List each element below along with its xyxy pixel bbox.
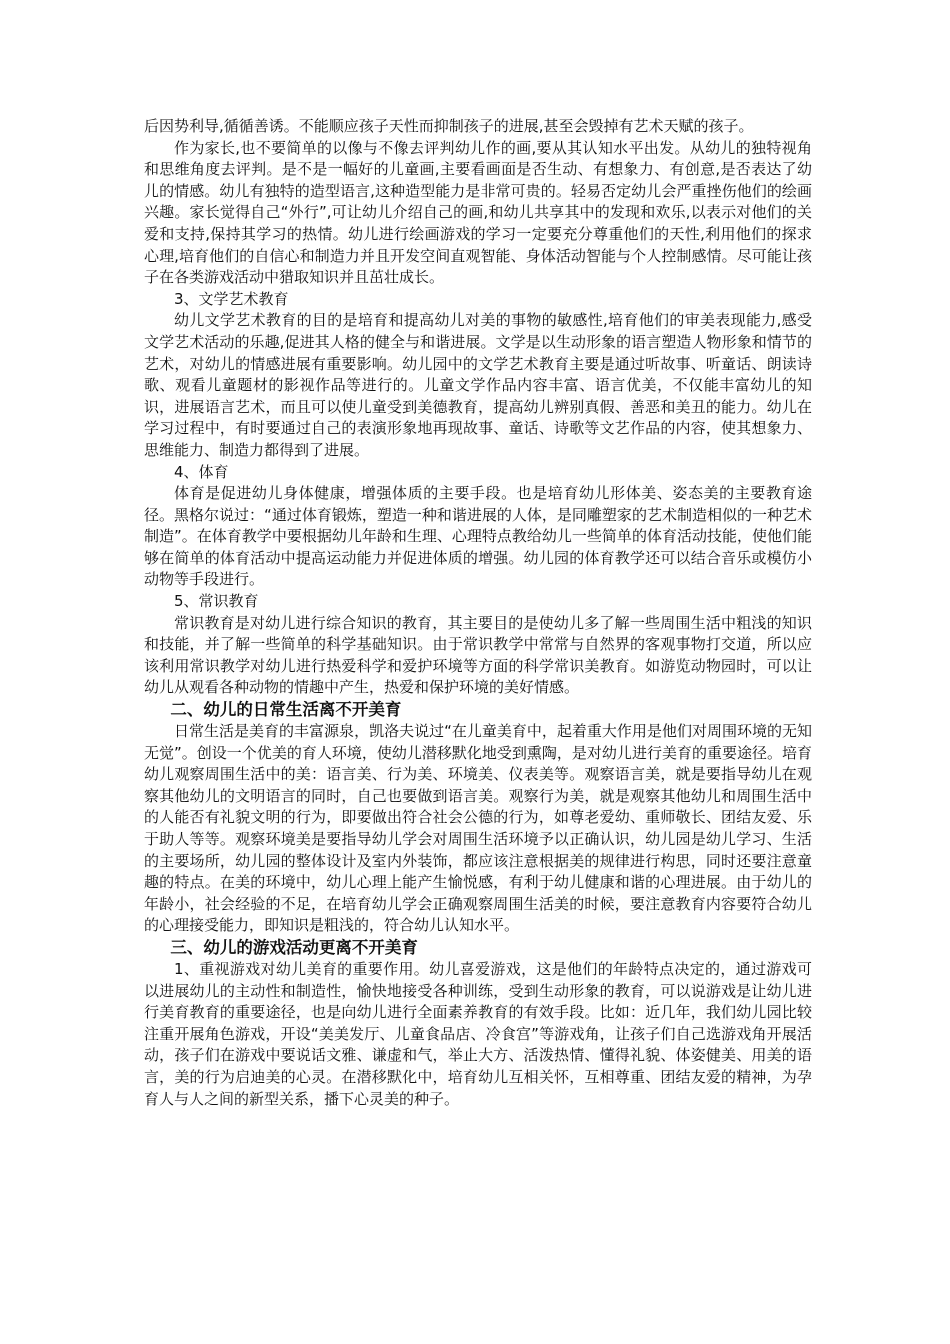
subheading-general-knowledge-education: 5、常识教育: [174, 592, 259, 611]
paragraph-daily-life: 日常生活是美育的丰富源泉，凯洛夫说过“在儿童美育中，起着重大作用是他们对周围环境的无知无觉”。创设一个优美的育人环境，使幼儿潜移默化地受到熏陶，是对幼儿进行美育的重要途径。培育幼儿观察周围生活中的美：语言美、行为美、环境美、仪表美等。观察语言美，就是要指导幼儿在观察其他幼儿的文明语言的同时，自己也要做到语言美。观察行为美，就是观察其他幼儿和周围生活中的人能否有礼貌文明的行为，即要做出符合社会公德的行为，如尊老爱幼、重师敬长、团结友爱、乐于助人等等。观察环境美是要指导幼儿学会对周围生活环境予以正确认识，幼儿园是幼儿学习、生活的主要场所，幼儿园的整体设计及室内外装饰，都应该注意根据美的规律进行构思，同时还要注意童趣的特点。在美的环境中，幼儿心理上能产生愉悦感，有利于幼儿健康和谐的心理进展。由于幼儿的年龄小，社会经验的不足，在培育幼儿学会正确观察周围生活美的时候，要注意教育内容要符合幼儿的心理接受能力，即知识是粗浅的，符合幼儿认知水平。: [144, 722, 812, 935]
paragraph-game-activities: 1、重视游戏对幼儿美育的重要作用。幼儿喜爱游戏，这是他们的年龄特点决定的，通过游戏可以进展幼儿的主动性和制造性，愉快地接受各种训练，受到生动形象的教育，可以说游戏是让幼儿进行美育教育的重要途径，也是向幼儿进行全面素养教育的有效手段。比如：近几年，我们幼儿园比较注重开展角色游戏，开设“美美发厅、儿童食品店、冷食宫”等游戏角，让孩子们自己选游戏角开展活动，孩子们在游戏中要说话文雅、谦虚和气，举止大方、活泼热情、懂得礼貌、体姿健美、用美的语言，美的行为启迪美的心灵。在潜移默化中，培育幼儿互相关怀，互相尊重、团结友爱的精神，为孕育人与人之间的新型关系，播下心灵美的种子。: [144, 959, 812, 1108]
section-heading-game-activities: 三、幼儿的游戏活动更离不开美育: [170, 937, 418, 957]
subheading-literary-art-education: 3、文学艺术教育: [174, 289, 289, 308]
paragraph-physical-education: 体育是促进幼儿身体健康，增强体质的主要手段。也是培育幼儿形体美、姿态美的主要教育途径。黑格尔说过：“通过体育锻炼，塑造一种和谐进展的人体，是同雕塑家的艺术制造相似的一种艺术制造”。在体育教学中要根据幼儿年龄和生理、心理特点教给幼儿一些简单的体育活动技能，使他们能够在简单的体育活动中提高运动能力并促进体质的增强。幼儿园的体育教学还可以结合音乐或模仿小动物等手段进行。: [144, 484, 812, 589]
paragraph-literary-art-education: 幼儿文学艺术教育的目的是培育和提高幼儿对美的事物的敏感性,培育他们的审美表现能力,感受文学艺术活动的乐趣,促进其人格的健全与和谐进展。文学是以生动形象的语言塑造人物形象和情节的艺术，对幼儿的情感进展有重要影响。幼儿园中的文学艺术教育主要是通过听故事、听童话、朗读诗歌、观看儿童题材的影视作品等进行的。儿童文学作品内容丰富、语言优美，不仅能丰富幼儿的知识，进展语言艺术，而且可以使儿童受到美德教育，提高幼儿辨别真假、善恶和美丑的能力。幼儿在学习过程中，有时要通过自己的表演形象地再现故事、童话、诗歌等文艺作品的内容，使其想象力、思维能力、制造力都得到了进展。: [144, 311, 812, 459]
paragraph-parent-guidance: 作为家长,也不要简单的以像与不像去评判幼儿作的画,要从其认知水平出发。从幼儿的独特视角和思维角度去评判。是不是一幅好的儿童画,主要看画面是否生动、有想象力、有创意,是否表达了幼儿的情感。幼儿有独特的造型语言,这种造型能力是非常可贵的。轻易否定幼儿会严重挫伤他们的绘画兴趣。家长觉得自己“外行”,可让幼儿介绍自己的画,和幼儿共享其中的发现和欢乐,以表示对他们的关爱和支持,保持其学习的热情。幼儿进行绘画游戏的学习一定要充分尊重他们的天性,利用他们的探求心理,培育他们的自信心和制造力并且开发空间直观智能、身体活动智能与个人控制感情。尽可能让孩子在各类游戏活动中猎取知识并且茁壮成长。: [144, 138, 812, 287]
subheading-physical-education: 4、体育: [174, 462, 229, 481]
section-heading-daily-life: 二、幼儿的日常生活离不开美育: [170, 700, 402, 720]
paragraph-general-knowledge-education: 常识教育是对幼儿进行综合知识的教育，其主要目的是使幼儿多了解一些周围生活中粗浅的知识和技能，并了解一些简单的科学基础知识。由于常识教学中常常与自然界的客观事物打交道，所以应该利用常识教学对幼儿进行热爱科学和爱护环境等方面的科学常识美教育。如游览动物园时，可以让幼儿从观看各种动物的情趣中产生，热爱和保护环境的美好情感。: [144, 613, 812, 697]
document-page: [144, 116, 812, 1110]
paragraph-intro: 后因势利导,循循善诱。不能顺应孩子天性而抑制孩子的进展,甚至会毁掉有艺术天赋的孩子。: [144, 117, 754, 135]
